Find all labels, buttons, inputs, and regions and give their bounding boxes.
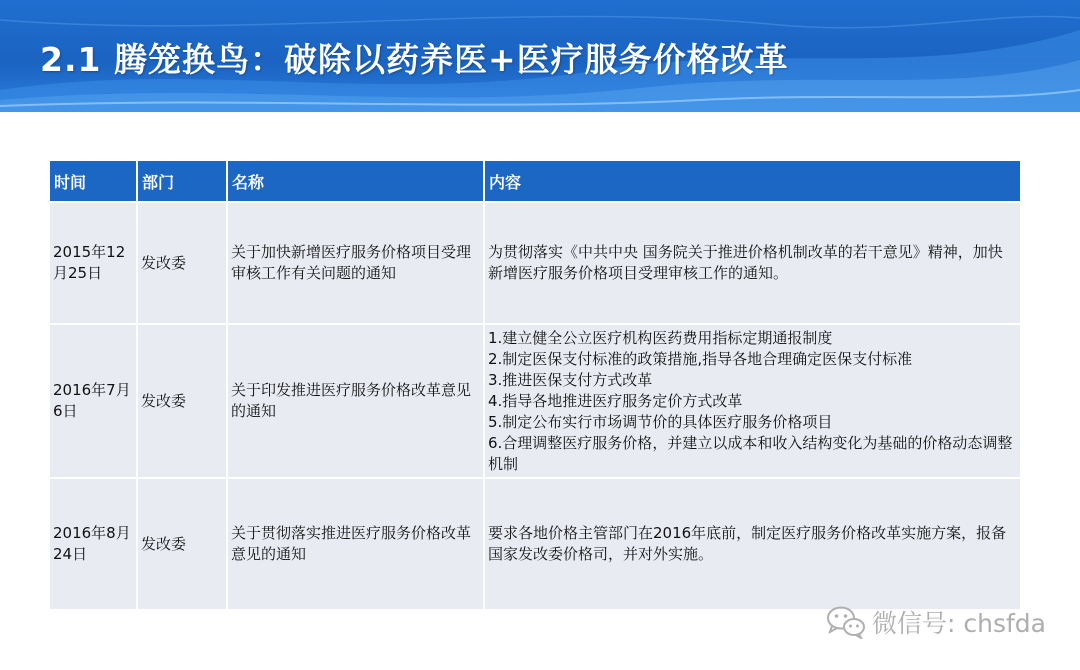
header-content: 内容 xyxy=(485,161,1020,201)
policy-table xyxy=(48,159,1022,611)
watermark-text: 微信号: chsfda xyxy=(872,609,1046,638)
cell-content xyxy=(485,325,1020,477)
wechat-icon xyxy=(826,605,866,639)
cell-content xyxy=(485,479,1020,609)
table-header-row xyxy=(50,161,1020,201)
watermark xyxy=(826,604,1046,640)
cell-name: 关于印发推进医疗服务价格改革意见的通知 xyxy=(228,325,483,477)
content-line: 为贯彻落实《中共中央 国务院关于推进价格机制改革的若干意见》精神，加快新增医疗服务价格项目受理审核工作的通知。 xyxy=(488,243,1003,282)
cell-name: 关于加快新增医疗服务价格项目受理审核工作有关问题的通知 xyxy=(228,203,483,323)
list-item: 1.建立健全公立医疗机构医药费用指标定期通报制度 xyxy=(488,328,833,347)
list-item: 3.推进医保支付方式改革 xyxy=(488,370,653,389)
cell-date: 2015年12月25日 xyxy=(50,203,136,323)
list-item: 2.制定医保支付标准的政策措施,指导各地合理确定医保支付标准 xyxy=(488,349,913,368)
list-item: 4.指导各地推进医疗服务定价方式改革 xyxy=(488,391,743,410)
cell-department: 发改委 xyxy=(138,479,226,609)
slide-title: 2.1 腾笼换鸟：破除以药养医+医疗服务价格改革 xyxy=(40,40,789,79)
table-row xyxy=(50,325,1020,477)
cell-date: 2016年8月24日 xyxy=(50,479,136,609)
header-department: 部门 xyxy=(138,161,226,201)
table-row xyxy=(50,479,1020,609)
cell-name: 关于贯彻落实推进医疗服务价格改革意见的通知 xyxy=(228,479,483,609)
header-date: 时间 xyxy=(50,161,136,201)
content-list xyxy=(488,328,1017,475)
cell-date: 2016年7月6日 xyxy=(50,325,136,477)
cell-department: 发改委 xyxy=(138,325,226,477)
table-row xyxy=(50,203,1020,323)
header-name: 名称 xyxy=(228,161,483,201)
title-banner xyxy=(0,0,1080,112)
cell-department: 发改委 xyxy=(138,203,226,323)
content-line: 要求各地价格主管部门在2016年底前，制定医疗服务价格改革实施方案，报备国家发改委价格司，并对外实施。 xyxy=(488,524,1007,563)
list-item: 5.制定公布实行市场调节价的具体医疗服务价格项目 xyxy=(488,412,833,431)
list-item: 6.合理调整医疗服务价格，并建立以成本和收入结构变化为基础的价格动态调整机制 xyxy=(488,433,1013,473)
cell-content xyxy=(485,203,1020,323)
